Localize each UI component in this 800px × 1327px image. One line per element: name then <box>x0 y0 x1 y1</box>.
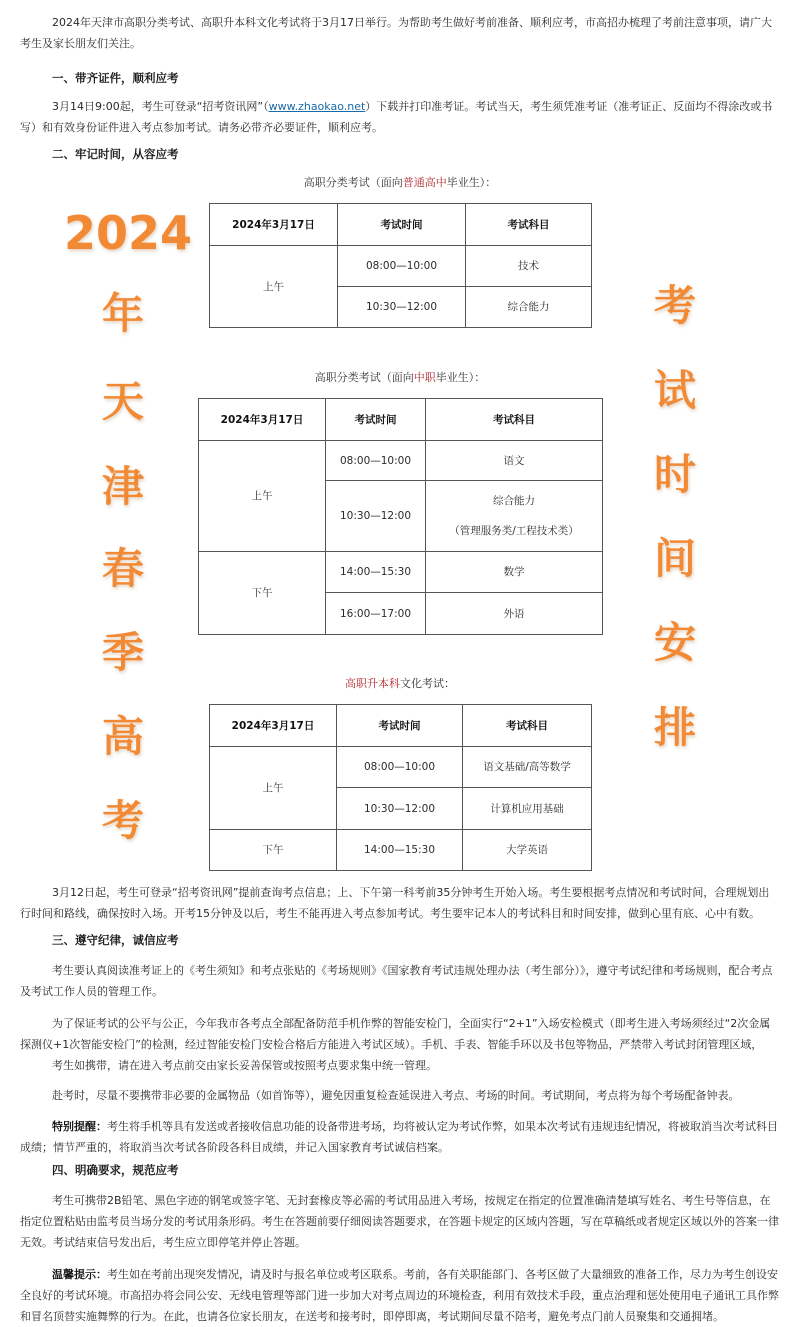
header-subject: 考试科目 <box>466 204 592 246</box>
overlay-right-char: 间 <box>653 534 696 583</box>
table-header-row <box>210 204 592 246</box>
subject-cell: 大学英语 <box>463 830 592 871</box>
special-reminder-paragraph <box>20 1116 780 1158</box>
subject-cell: 外语 <box>426 593 603 635</box>
section-3-paragraph-2: 为了保证考试的公平与公正，今年我市各考点全部配备防范手机作弊的智能安检门，全面实行“2+1”入场安检模式（即考生进入考场须经过“2次金属探测仪+1次智能安检门”的检测，经过智能安检门安检合格后方能进入考试区域）。手机、手表、智能手环以及书包等物品，严禁带入考试封闭管理区域， <box>20 1017 771 1051</box>
overlay-right-char: 安 <box>653 618 696 667</box>
overlay-year: 2024 <box>64 206 193 260</box>
caption-highlight: 普通高中 <box>402 176 447 189</box>
header-date: 2024年3月17日 <box>210 204 338 246</box>
time-cell: 14:00—15:30 <box>326 552 426 593</box>
table-header-row <box>210 705 592 747</box>
header-date: 2024年3月17日 <box>210 705 337 747</box>
caption-highlight: 高职升本科 <box>345 677 400 690</box>
header-time: 考试时间 <box>326 399 426 441</box>
warm-tip-paragraph <box>20 1264 780 1327</box>
section-2-heading: 二、牢记时间，从容应考 <box>52 147 179 161</box>
table-row <box>199 552 603 593</box>
section-1-text-before: 3月14日9:00起，考生可登录“招考资讯网”（ <box>52 100 269 113</box>
table-row <box>210 830 592 871</box>
subject-cell: 语文 <box>426 441 603 481</box>
section-3-heading: 三、遵守纪律，诚信应考 <box>52 933 179 947</box>
subject-name: 综合能力 <box>493 495 535 507</box>
caption-text: 高职分类考试（面向 <box>314 371 414 384</box>
overlay-left-char: 考 <box>101 796 144 845</box>
period-cell: 下午 <box>210 830 337 871</box>
table-row <box>199 441 603 481</box>
section-3-paragraph-4: 赴考时，尽量不要携带非必要的金属物品（如首饰等），避免因重复检查延误进入考点、考场的时间。考试期间，考点将为每个考场配备钟表。 <box>52 1089 740 1102</box>
header-time: 考试时间 <box>337 705 463 747</box>
time-cell: 08:00—10:00 <box>338 246 466 287</box>
header-subject: 考试科目 <box>463 705 592 747</box>
subject-cell: 计算机应用基础 <box>463 788 592 830</box>
subject-cell <box>426 481 603 552</box>
table-3-caption <box>0 675 800 693</box>
section-1-heading: 一、带齐证件，顺利应考 <box>52 71 179 85</box>
overlay-left-char: 高 <box>101 712 144 761</box>
caption-text: 毕业生）： <box>435 371 486 384</box>
warm-tip-text: 考生如在考前出现突发情况，请及时与报名单位或考区联系。考前，各有关职能部门、各考区做了大量细致的准备工作，尽力为考生创设安全良好的考试环境。市高招办将会同公安、无线电管理等部门进一步加大对考点周边的环境检查，利用有效技术手段，重点治理和惩处使用电子通讯工具作弊和冒名顶替实施舞弊的行为。在此，也请各位家长朋友，在送考和接考时，即停即离，考试期间尽量不陪考，避免考点门前人员聚集和交通拥堵。 <box>20 1268 779 1323</box>
header-time: 考试时间 <box>338 204 466 246</box>
overlay-left-char: 春 <box>101 544 144 593</box>
overlay-left-char: 天 <box>101 377 144 426</box>
time-cell: 10:30—12:00 <box>326 481 426 552</box>
time-cell: 08:00—10:00 <box>326 441 426 481</box>
period-cell: 上午 <box>210 246 338 328</box>
table-header-row <box>199 399 603 441</box>
section-3-paragraph-1: 考生要认真阅读准考证上的《考生须知》和考点张贴的《考场规则》《国家教育考试违规处理办法（考生部分）》，遵守考试纪律和考场规则，配合考点及考试工作人员的管理工作。 <box>20 964 773 998</box>
header-subject: 考试科目 <box>426 399 603 441</box>
caption-text: 毕业生）： <box>446 176 497 189</box>
schedule-table-general-high-school <box>209 203 592 328</box>
overlay-right-char: 考 <box>653 281 696 330</box>
schedule-table-vocational <box>198 398 603 635</box>
section-1-paragraph <box>20 96 780 138</box>
table-row <box>210 246 592 287</box>
overlay-left-char: 季 <box>101 628 144 677</box>
table-row <box>210 747 592 788</box>
caption-highlight: 中职 <box>413 371 436 384</box>
time-cell: 14:00—15:30 <box>337 830 463 871</box>
subject-cell: 综合能力 <box>466 287 592 328</box>
period-cell: 下午 <box>199 552 326 635</box>
section-4-paragraph: 考生可携带2B铅笔、黑色字迹的钢笔或签字笔、无封套橡皮等必需的考试用品进入考场，按规定在指定的位置准确清楚填写姓名、考生号等信息，在指定位置粘贴由监考员当场分发的考试用条形码。考生在答题前要仔细阅读答题要求，在答题卡规定的区域内答题，写在草稿纸或者规定区域以外的答案一律无效。考试结束信号发出后，考生应立即停笔并停止答题。 <box>20 1194 779 1249</box>
period-cell: 上午 <box>199 441 326 552</box>
time-cell: 16:00—17:00 <box>326 593 426 635</box>
overlay-right-char: 时 <box>653 450 696 499</box>
section-4-heading: 四、明确要求，规范应考 <box>52 1163 179 1177</box>
period-cell: 上午 <box>210 747 337 830</box>
schedule-table-upgrade-to-bachelor <box>209 704 592 871</box>
overlay-right-char: 试 <box>653 366 696 415</box>
special-reminder-label: 特别提醒： <box>52 1120 107 1133</box>
time-cell: 08:00—10:00 <box>337 747 463 788</box>
subject-cell: 数学 <box>426 552 603 593</box>
subject-note: （管理服务类/工程技术类） <box>449 525 579 537</box>
zhaokao-link[interactable]: www.zhaokao.net <box>268 100 366 113</box>
warm-tip-label: 温馨提示： <box>52 1268 107 1281</box>
overlay-left-char: 津 <box>101 462 144 511</box>
entry-time-paragraph: 3月12日起，考生可登录“招考资讯网”提前查询考点信息；上、下午第一科考前35分钟考生开始入场。考生要根据考点情况和考试时间，合理规划出行时间和路线，确保按时入场。开考15分钟及以后，考生不能再进入考点参加考试。考生要牢记本人的考试科目和时间安排，做到心里有底、心中有数。 <box>20 886 770 920</box>
caption-text: 高职分类考试（面向 <box>303 176 403 189</box>
subject-cell: 技术 <box>466 246 592 287</box>
header-date: 2024年3月17日 <box>199 399 326 441</box>
caption-text: 文化考试： <box>400 677 455 690</box>
section-3-paragraph-3: 考生如携带，请在进入考点前交由家长妥善保管或按照考点要求集中统一管理。 <box>52 1059 437 1072</box>
section-1-text-after: ）下载并打印准考证。考试当天，考生须凭准考证（准考证正、反面均不得涂改或书写）和有效身份证件进入考点参加考试。请务必带齐必要证件，顺利应考。 <box>20 100 773 134</box>
table-1-caption <box>0 174 800 192</box>
intro-paragraph: 2024年天津市高职分类考试、高职升本科文化考试将于3月17日举行。为帮助考生做好考前准备、顺利应考，市高招办梳理了考前注意事项，请广大考生及家长朋友们关注。 <box>20 16 772 50</box>
time-cell: 10:30—12:00 <box>337 788 463 830</box>
time-cell: 10:30—12:00 <box>338 287 466 328</box>
subject-cell: 语文基础/高等数学 <box>463 747 592 788</box>
overlay-right-char: 排 <box>653 703 696 752</box>
overlay-left-char: 年 <box>101 289 144 338</box>
special-reminder-text: 考生将手机等具有发送或者接收信息功能的设备带进考场，均将被认定为考试作弊，如果本次考试有违规违纪情况，将被取消当次考试科目成绩；情节严重的，将取消当次考试各阶段各科目成绩，并记入国家教育考试诚信档案。 <box>20 1120 778 1154</box>
